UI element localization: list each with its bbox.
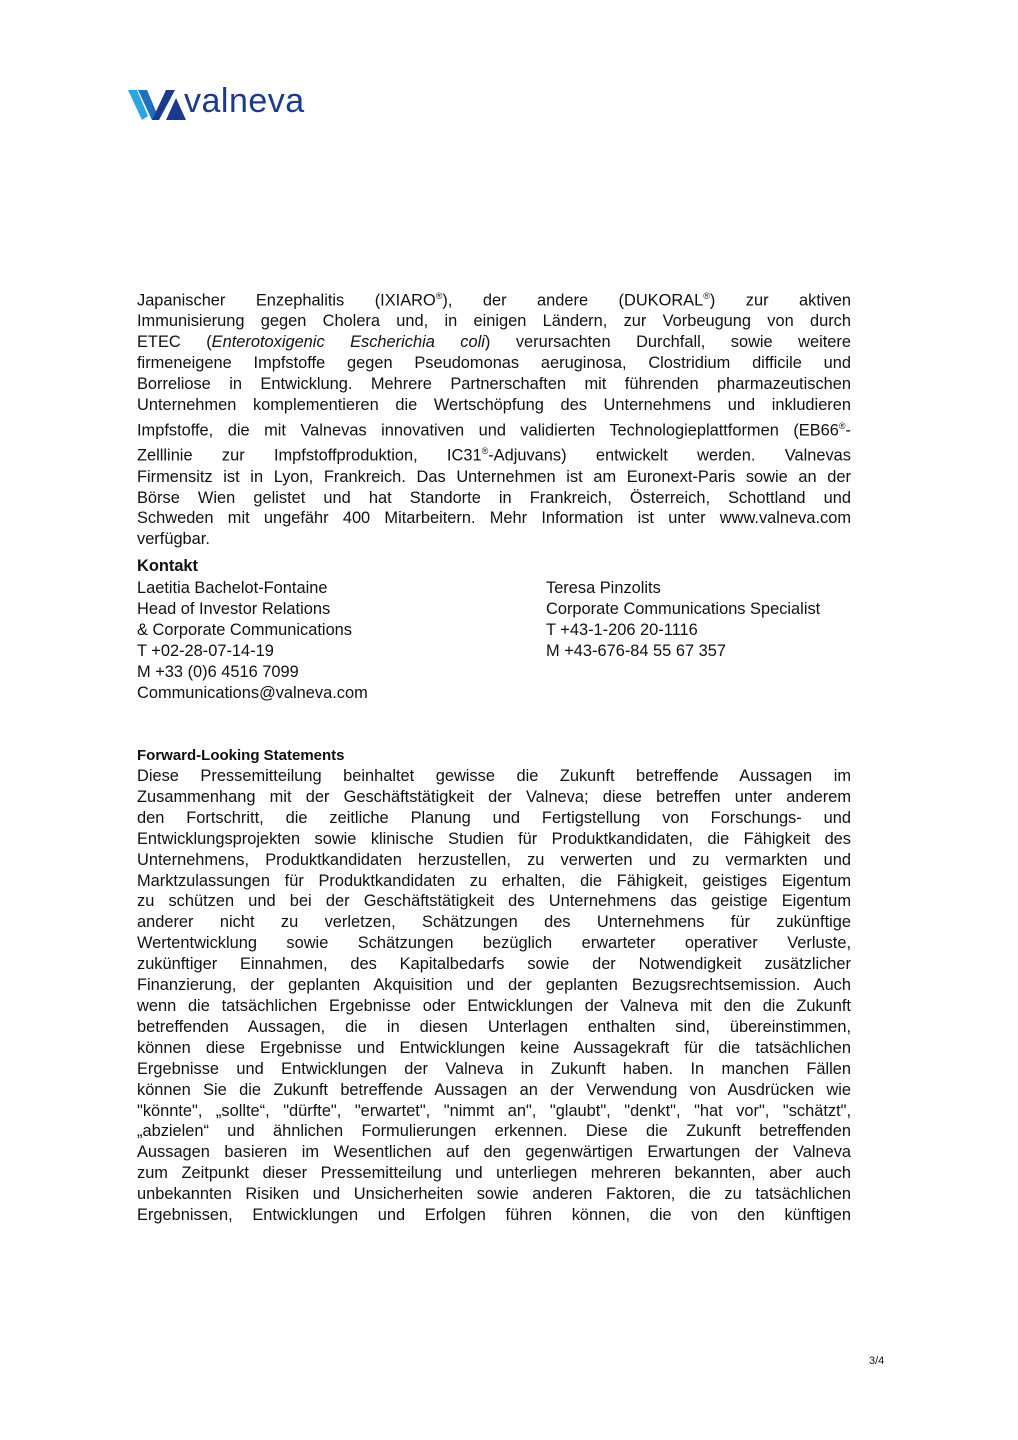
contact-name: Teresa Pinzolits [546,579,661,597]
about-line: Firmensitz ist in Lyon, Frankreich. Das Unternehmen ist am Euronext-Paris sowie an der [137,467,851,486]
contact-name: Laetitia Bachelot-Fontaine [137,579,328,597]
about-line: firmeneigene Impfstoffe gegen Pseudomonas aeruginosa, Clostridium difficile und [137,354,851,373]
contact-mobile: M +33 (0)6 4516 7099 [137,662,299,681]
fls-line: zu schützen und bei der Geschäftstätigkeit des Unternehmens das geistige Eigentum [137,892,851,911]
about-line: Unternehmen komplementieren die Wertschöpfung des Unternehmens und inkludieren [137,396,851,414]
page-number: 3/4 [869,1355,885,1367]
fls-line: Finanzierung, der geplanten Akquisition und der geplanten Bezugsrechtsemission. Auch [137,976,851,995]
fls-line: unbekannten Risiken und Unsicherheiten sowie anderen Faktoren, die zu tatsächlichen [137,1185,851,1204]
fls-line: Ergebnissen, Entwicklungen und Erfolgen führen können, die von den künftigen [137,1206,851,1225]
about-line: Japanischer Enzephalitis (IXIARO®), der andere (DUKORAL®) zur aktiven [137,291,851,310]
contact-phone: T +43-1-206 20-1116 [546,620,698,639]
fls-line: wenn die tatsächlichen Ergebnisse oder Entwicklungen der Valneva mit den die Zukunft [137,996,851,1015]
kontakt-heading: Kontakt [137,557,199,575]
fls-line: anderer nicht zu verletzen, Schätzungen des Unternehmens für zukünftige [137,913,851,932]
valneva-logo-mark-icon [128,90,186,120]
fls-line: können Sie die Zukunft betreffende Aussagen an der Verwendung von Ausdrücken wie [137,1080,851,1099]
fls-line: den Fortschritt, die zeitliche Planung und Fertigstellung von Forschungs- und [137,808,851,827]
contact-role: Head of Investor Relations [137,599,331,618]
contact-left [137,578,368,703]
fls-line: Unternehmens, Produktkandidaten herzustellen, zu verwerten und zu vermarkten und [137,850,851,869]
about-paragraph [137,286,851,550]
fls-line: Marktzulassungen für Produktkandidaten zu erhalten, die Fähigkeit, geistiges Eigentum [137,871,851,890]
fls-line: Ergebnisse und Entwicklungen der Valneva in Zukunft haben. In manchen Fällen [137,1059,851,1078]
contact-role: Corporate Communications Specialist [546,599,821,618]
about-line: verfügbar. [137,530,210,549]
about-line: ETEC (Enterotoxigenic Escherichia coli) verursachten Durchfall, sowie weitere [137,333,851,352]
fls-line: "könnte", „sollte“, "dürfte", "erwartet", "nimmt an", "glaubt", "denkt", "hat vor", "schätzt", [137,1101,851,1120]
about-line: Immunisierung gegen Cholera und, in einigen Ländern, zur Vorbeugung von durch [137,312,851,331]
fls-line: können diese Ergebnisse und Entwicklungen keine Aussagekraft für die tatsächlichen [137,1038,851,1057]
contact-mobile: M +43-676-84 55 67 357 [546,641,726,660]
fls-line: zum Zeitpunkt dieser Pressemitteilung und unterliegen mehreren bekannten, aber auch [137,1164,851,1183]
fls-line: „abzielen“ und ähnlichen Formulierungen erkennen. Diese die Zukunft betreffenden [137,1122,851,1141]
fls-line: Wertentwicklung sowie Schätzungen bezüglich erwarteter operativer Verluste, [137,934,851,953]
forward-looking-heading: Forward-Looking Statements [137,747,345,764]
forward-looking-paragraph [137,766,851,1226]
contact-phone: T +02-28-07-14-19 [137,641,274,660]
valneva-logo [128,82,348,128]
about-line: Schweden mit ungefähr 400 Mitarbeitern. Mehr Information ist unter www.valneva.com [137,509,851,528]
fls-line: zukünftiger Einnahmen, des Kapitalbedarfs sowie der Notwendigkeit zusätzlicher [137,955,851,974]
fls-line: Zusammenhang mit der Geschäftstätigkeit der Valneva; diese betreffen unter anderem [137,787,851,806]
valneva-logo-wordmark: valneva [184,82,305,120]
fls-line: Entwicklungsprojekten sowie klinische Studien für Produktkandidaten, die Fähigkeit des [137,829,851,848]
about-line: Borreliose in Entwicklung. Mehrere Partnerschaften mit führenden pharmazeutischen [137,375,851,394]
fls-line: betreffenden Aussagen, die in diesen Unterlagen enthalten sind, übereinstimmen, [137,1017,851,1036]
fls-line: Diese Pressemitteilung beinhaltet gewisse die Zukunft betreffende Aussagen im [137,767,851,785]
contact-role: & Corporate Communications [137,620,352,639]
about-line: Impfstoffe, die mit Valnevas innovativen und validierten Technologieplattformen (EB66®- [137,420,851,440]
contact-email[interactable]: Communications@valneva.com [137,683,368,702]
fls-line: Aussagen basieren im Wesentlichen auf den gegenwärtigen Erwartungen der Valneva [137,1143,851,1162]
about-line: Zelllinie zur Impfstoffproduktion, IC31®-Adjuvans) entwickelt werden. Valnevas [137,446,851,465]
about-line: Börse Wien gelistet und hat Standorte in Frankreich, Österreich, Schottland und [137,488,851,507]
contact-right [546,578,820,662]
